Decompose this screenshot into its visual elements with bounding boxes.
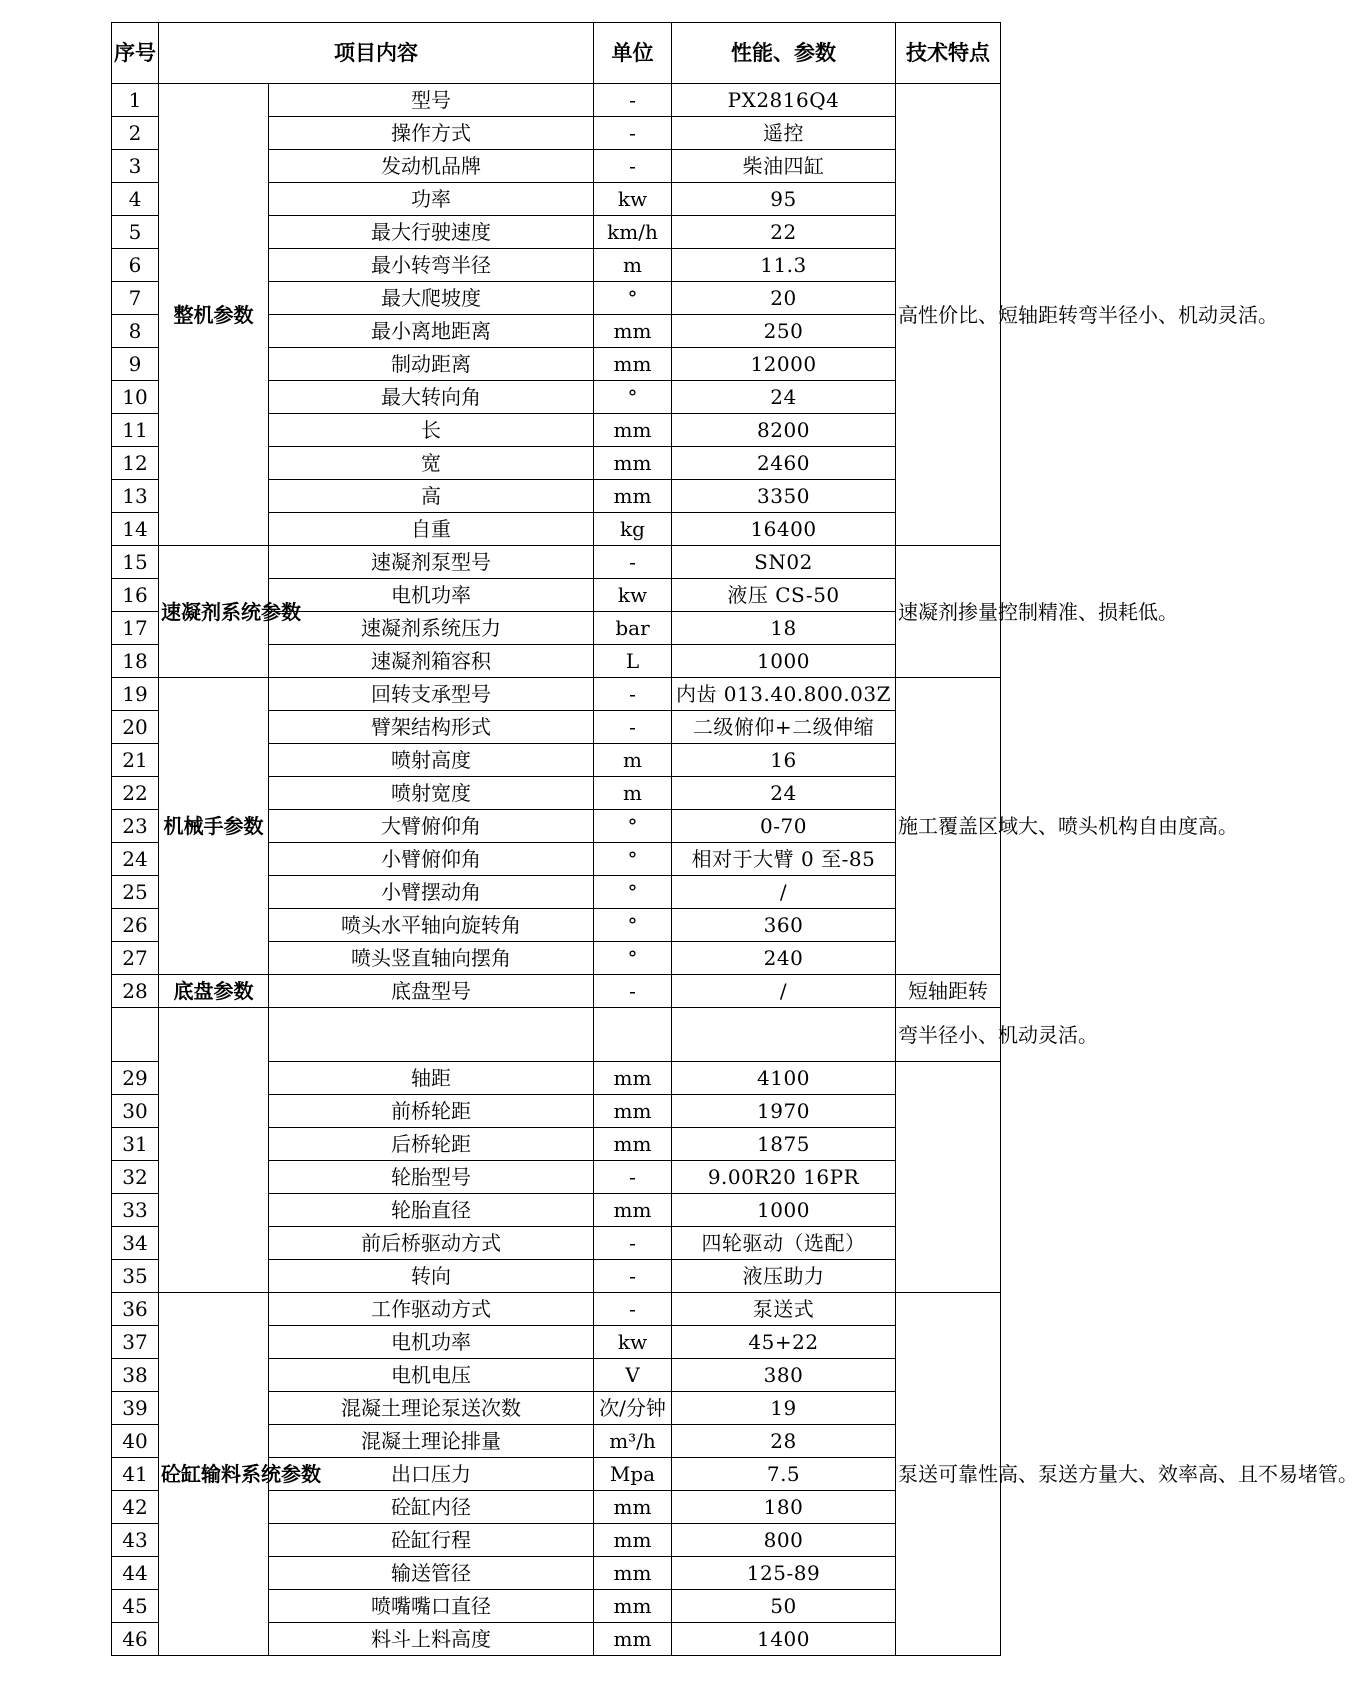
unit-cell: - [594,1227,672,1260]
item-cell: 小臂摆动角 [269,876,594,909]
row-index: 26 [112,909,159,942]
value-cell-empty [672,1008,896,1062]
row-index: 20 [112,711,159,744]
unit-cell: Mpa [594,1458,672,1491]
value-cell: 泵送式 [672,1293,896,1326]
row-index: 17 [112,612,159,645]
value-cell: 800 [672,1524,896,1557]
value-cell: 250 [672,315,896,348]
feature-cell-pump: 泵送可靠性高、泵送方量大、效率高、且不易堵管。 [896,1293,1001,1656]
row-index-empty [112,1008,159,1062]
unit-cell: 次/分钟 [594,1392,672,1425]
item-cell: 砼缸行程 [269,1524,594,1557]
item-cell: 制动距离 [269,348,594,381]
unit-cell: mm [594,480,672,513]
unit-cell: mm [594,1524,672,1557]
row-index: 19 [112,678,159,711]
unit-cell: mm [594,1491,672,1524]
item-cell: 功率 [269,183,594,216]
item-cell: 型号 [269,84,594,117]
table-row [112,1293,1001,1326]
unit-cell: mm [594,1194,672,1227]
value-cell: 相对于大臂 0 至-85 [672,843,896,876]
value-cell: 19 [672,1392,896,1425]
item-cell: 操作方式 [269,117,594,150]
unit-cell: kw [594,1326,672,1359]
item-cell: 长 [269,414,594,447]
value-cell: 50 [672,1590,896,1623]
value-cell: 28 [672,1425,896,1458]
unit-cell: ° [594,810,672,843]
item-cell: 小臂俯仰角 [269,843,594,876]
row-index: 45 [112,1590,159,1623]
unit-cell: - [594,84,672,117]
row-index: 1 [112,84,159,117]
value-cell: 24 [672,777,896,810]
group-cell-pump: 砼缸输料系统参数 [159,1293,269,1656]
table-row [112,678,1001,711]
value-cell: SN02 [672,546,896,579]
unit-cell: - [594,678,672,711]
unit-cell: m³/h [594,1425,672,1458]
item-cell: 臂架结构形式 [269,711,594,744]
item-cell-empty [269,1008,594,1062]
header-unit: 单位 [594,23,672,84]
unit-cell: mm [594,348,672,381]
value-cell: 240 [672,942,896,975]
item-cell: 最小转弯半径 [269,249,594,282]
item-cell: 后桥轮距 [269,1128,594,1161]
feature-cell-whole: 高性价比、短轴距转弯半径小、机动灵活。 [896,84,1001,546]
row-index: 41 [112,1458,159,1491]
value-cell: 柴油四缸 [672,150,896,183]
item-cell: 喷头竖直轴向摆角 [269,942,594,975]
item-cell: 砼缸内径 [269,1491,594,1524]
row-index: 34 [112,1227,159,1260]
value-cell: 4100 [672,1062,896,1095]
unit-cell: mm [594,447,672,480]
unit-cell: ° [594,942,672,975]
unit-cell: ° [594,282,672,315]
item-cell: 轮胎型号 [269,1161,594,1194]
group-cell-empty [159,1008,269,1293]
group-cell-chassis: 底盘参数 [159,975,269,1008]
value-cell: 11.3 [672,249,896,282]
item-cell: 出口压力 [269,1458,594,1491]
unit-cell: m [594,777,672,810]
row-index: 38 [112,1359,159,1392]
unit-cell: L [594,645,672,678]
value-cell: / [672,975,896,1008]
item-cell: 混凝土理论排量 [269,1425,594,1458]
value-cell: 1970 [672,1095,896,1128]
row-index: 15 [112,546,159,579]
header-row [112,23,1001,84]
row-index: 46 [112,1623,159,1656]
unit-cell: mm [594,1557,672,1590]
unit-cell: kg [594,513,672,546]
unit-cell: m [594,744,672,777]
header-index: 序号 [112,23,159,84]
item-cell: 底盘型号 [269,975,594,1008]
unit-cell: - [594,975,672,1008]
table-row [112,546,1001,579]
unit-cell: - [594,1161,672,1194]
row-index: 27 [112,942,159,975]
value-cell: 8200 [672,414,896,447]
unit-cell: mm [594,414,672,447]
value-cell: 7.5 [672,1458,896,1491]
row-index: 25 [112,876,159,909]
value-cell: 液压助力 [672,1260,896,1293]
item-cell: 最大行驶速度 [269,216,594,249]
unit-cell: ° [594,381,672,414]
item-cell: 工作驱动方式 [269,1293,594,1326]
value-cell: 液压 CS-50 [672,579,896,612]
item-cell: 最小离地距离 [269,315,594,348]
unit-cell: - [594,1293,672,1326]
item-cell: 轴距 [269,1062,594,1095]
group-cell-whole: 整机参数 [159,84,269,546]
row-index: 44 [112,1557,159,1590]
value-cell: 45+22 [672,1326,896,1359]
spec-table [111,22,1358,1656]
row-index: 33 [112,1194,159,1227]
row-index: 6 [112,249,159,282]
item-cell: 电机功率 [269,579,594,612]
value-cell: 遥控 [672,117,896,150]
row-index: 24 [112,843,159,876]
value-cell: 12000 [672,348,896,381]
value-cell: 二级俯仰+二级伸缩 [672,711,896,744]
row-index: 36 [112,1293,159,1326]
value-cell: 20 [672,282,896,315]
unit-cell: mm [594,1128,672,1161]
row-index: 13 [112,480,159,513]
item-cell: 发动机品牌 [269,150,594,183]
row-index: 37 [112,1326,159,1359]
unit-cell: - [594,117,672,150]
value-cell: 1000 [672,645,896,678]
value-cell: 380 [672,1359,896,1392]
value-cell: 3350 [672,480,896,513]
unit-cell: mm [594,1062,672,1095]
item-cell: 输送管径 [269,1557,594,1590]
value-cell: 360 [672,909,896,942]
row-index: 43 [112,1524,159,1557]
value-cell: 18 [672,612,896,645]
feature-cell-chassis: 短轴距转 [896,975,1001,1008]
item-cell: 电机电压 [269,1359,594,1392]
unit-cell: mm [594,315,672,348]
value-cell: 22 [672,216,896,249]
item-cell: 前桥轮距 [269,1095,594,1128]
value-cell: 内齿 013.40.800.03Z [672,678,896,711]
row-index: 7 [112,282,159,315]
value-cell: 16400 [672,513,896,546]
item-cell: 速凝剂箱容积 [269,645,594,678]
row-index: 23 [112,810,159,843]
value-cell: 24 [672,381,896,414]
item-cell: 喷嘴嘴口直径 [269,1590,594,1623]
feature-cell-chassis-rest: 弯半径小、机动灵活。 [896,1008,1001,1062]
unit-cell: kw [594,183,672,216]
value-cell: 180 [672,1491,896,1524]
row-index: 16 [112,579,159,612]
row-index: 30 [112,1095,159,1128]
value-cell: 0-70 [672,810,896,843]
item-cell: 转向 [269,1260,594,1293]
item-cell: 喷射高度 [269,744,594,777]
unit-cell: - [594,546,672,579]
table-row [112,975,1001,1008]
row-index: 5 [112,216,159,249]
item-cell: 电机功率 [269,1326,594,1359]
value-cell: 16 [672,744,896,777]
unit-cell: bar [594,612,672,645]
row-index: 9 [112,348,159,381]
row-index: 28 [112,975,159,1008]
value-cell: PX2816Q4 [672,84,896,117]
item-cell: 最大爬坡度 [269,282,594,315]
item-cell: 前后桥驱动方式 [269,1227,594,1260]
value-cell: 125-89 [672,1557,896,1590]
row-index: 18 [112,645,159,678]
row-index: 12 [112,447,159,480]
table-row-spacer [112,1008,1001,1062]
unit-cell: ° [594,843,672,876]
item-cell: 喷射宽度 [269,777,594,810]
unit-cell: - [594,150,672,183]
value-cell: / [672,876,896,909]
item-cell: 宽 [269,447,594,480]
unit-cell: mm [594,1623,672,1656]
row-index: 21 [112,744,159,777]
row-index: 40 [112,1425,159,1458]
row-index: 8 [112,315,159,348]
row-index: 4 [112,183,159,216]
row-index: 14 [112,513,159,546]
item-cell: 高 [269,480,594,513]
item-cell: 自重 [269,513,594,546]
row-index: 42 [112,1491,159,1524]
value-cell: 9.00R20 16PR [672,1161,896,1194]
value-cell: 1875 [672,1128,896,1161]
row-index: 22 [112,777,159,810]
header-value: 性能、参数 [672,23,896,84]
unit-cell: km/h [594,216,672,249]
row-index: 3 [112,150,159,183]
value-cell: 1400 [672,1623,896,1656]
row-index: 39 [112,1392,159,1425]
item-cell: 轮胎直径 [269,1194,594,1227]
row-index: 10 [112,381,159,414]
group-cell-accel: 速凝剂系统参数 [159,546,269,678]
feature-cell-arm: 施工覆盖区域大、喷头机构自由度高。 [896,678,1001,975]
item-cell: 料斗上料高度 [269,1623,594,1656]
value-cell: 2460 [672,447,896,480]
row-index: 35 [112,1260,159,1293]
unit-cell: ° [594,909,672,942]
header-item: 项目内容 [159,23,594,84]
feature-cell-accel: 速凝剂掺量控制精准、损耗低。 [896,546,1001,678]
unit-cell: mm [594,1095,672,1128]
item-cell: 速凝剂泵型号 [269,546,594,579]
value-cell: 1000 [672,1194,896,1227]
value-cell: 四轮驱动（选配） [672,1227,896,1260]
unit-cell-empty [594,1008,672,1062]
value-cell: 95 [672,183,896,216]
unit-cell: - [594,1260,672,1293]
unit-cell: - [594,711,672,744]
table-body [112,84,1358,1656]
header-feature: 技术特点 [896,23,1001,84]
row-index: 29 [112,1062,159,1095]
item-cell: 大臂俯仰角 [269,810,594,843]
unit-cell: kw [594,579,672,612]
item-cell: 混凝土理论泵送次数 [269,1392,594,1425]
unit-cell: ° [594,876,672,909]
unit-cell: mm [594,1590,672,1623]
row-index: 2 [112,117,159,150]
table-row [112,84,1001,117]
feature-cell-empty [896,1062,1001,1293]
row-index: 31 [112,1128,159,1161]
group-cell-arm: 机械手参数 [159,678,269,975]
row-index: 32 [112,1161,159,1194]
row-index: 11 [112,414,159,447]
item-cell: 速凝剂系统压力 [269,612,594,645]
item-cell: 最大转向角 [269,381,594,414]
unit-cell: m [594,249,672,282]
item-cell: 喷头水平轴向旋转角 [269,909,594,942]
unit-cell: V [594,1359,672,1392]
item-cell: 回转支承型号 [269,678,594,711]
